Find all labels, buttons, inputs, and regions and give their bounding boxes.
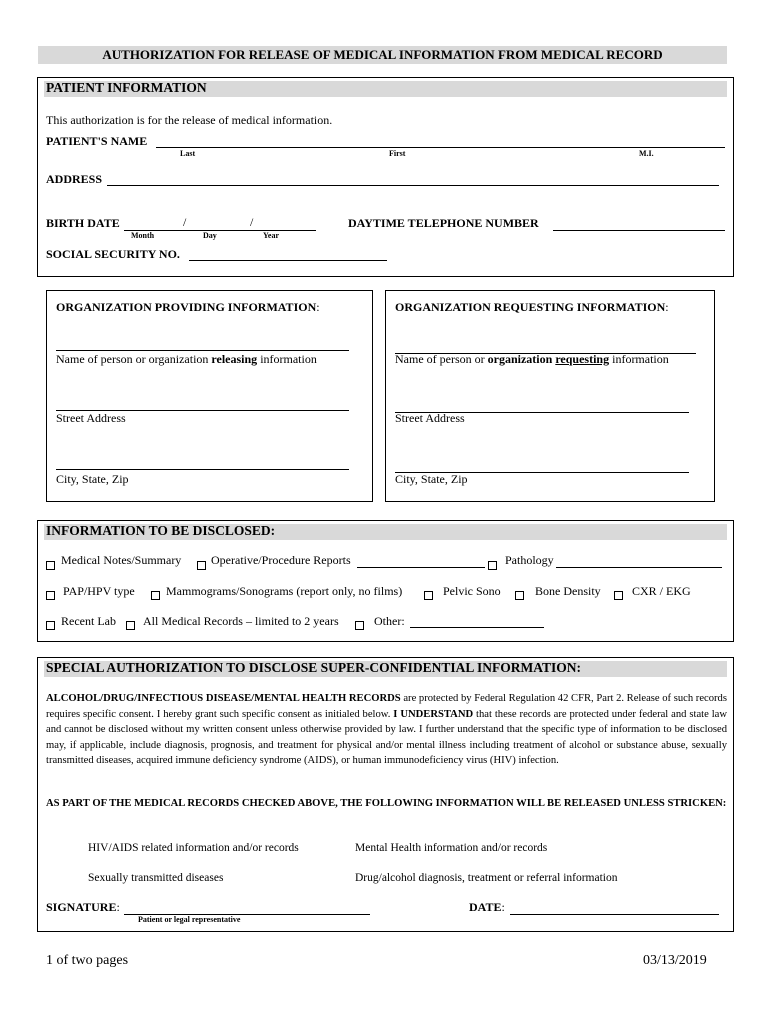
operative-reports-field[interactable]: [357, 566, 485, 568]
label-operative-reports: Operative/Procedure Reports: [211, 553, 351, 567]
birth-year-caption: Year: [263, 231, 279, 240]
ssn-label: SOCIAL SECURITY NO.: [46, 247, 180, 261]
paragraph-part-1: are protected by Federal Regulation 42 CFR, Part 2. Release of such records requires specific consent. I hereby grant such specific consent as initialed below.: [46, 693, 727, 720]
special-authorization-heading: SPECIAL AUTHORIZATION TO DISCLOSE SUPER-CONFIDENTIAL INFORMATION:: [46, 660, 581, 675]
address-label: ADDRESS: [46, 172, 103, 186]
address-field[interactable]: [107, 184, 719, 186]
patient-info-heading: PATIENT INFORMATION: [46, 80, 207, 95]
checkbox-cxr-ekg[interactable]: [614, 591, 623, 600]
stricken-item-hiv-aids[interactable]: HIV/AIDS related information and/or records: [88, 842, 299, 854]
requesting-name-post: information: [609, 352, 669, 366]
label-pap-hpv: PAP/HPV type: [63, 584, 135, 598]
signature-label-colon: :: [116, 900, 120, 914]
paragraph-bold-mid: I UNDERSTAND: [393, 708, 474, 720]
patient-name-last-caption: Last: [180, 149, 196, 158]
checkbox-mammograms[interactable]: [151, 591, 160, 600]
patient-name-field[interactable]: [156, 146, 725, 148]
checkbox-recent-lab[interactable]: [46, 621, 55, 630]
birth-date-separator-1: /: [183, 215, 187, 229]
label-mammograms: Mammograms/Sonograms (report only, no films): [166, 584, 403, 598]
checkbox-pelvic-sono[interactable]: [424, 591, 433, 600]
providing-heading-text: ORGANIZATION PROVIDING INFORMATION: [56, 300, 317, 314]
patient-name-first-caption: First: [389, 149, 406, 158]
checkbox-bone-density[interactable]: [515, 591, 524, 600]
special-authorization-paragraph: [46, 691, 727, 769]
releasing-name-field[interactable]: [56, 349, 349, 351]
label-recent-lab: Recent Lab: [61, 614, 116, 628]
requesting-heading: [395, 300, 669, 315]
requesting-name-bold-2: requesting: [555, 352, 610, 366]
date-label-text: DATE: [469, 900, 502, 914]
providing-heading: [56, 300, 320, 315]
ssn-field[interactable]: [189, 259, 387, 261]
footer-date: 03/13/2019: [643, 953, 707, 968]
label-bone-density: Bone Density: [535, 584, 601, 598]
providing-street-caption: Street Address: [56, 411, 126, 425]
releasing-name-post: information: [257, 352, 317, 366]
signature-label: [46, 900, 120, 915]
date-label-colon: :: [501, 900, 505, 914]
checkbox-pap-hpv[interactable]: [46, 591, 55, 600]
other-field[interactable]: [410, 626, 544, 628]
form-title: AUTHORIZATION FOR RELEASE OF MEDICAL INFORMATION FROM MEDICAL RECORD: [102, 47, 663, 62]
authorization-intro: This authorization is for the release of medical information.: [46, 113, 333, 127]
requesting-name-pre: Name of person or: [395, 352, 488, 366]
label-pathology: Pathology: [505, 553, 554, 567]
label-pelvic-sono: Pelvic Sono: [443, 584, 501, 598]
requesting-street-caption: Street Address: [395, 411, 465, 425]
requesting-heading-colon: :: [665, 300, 669, 314]
providing-city-caption: City, State, Zip: [56, 472, 129, 486]
stricken-item-drug-alcohol[interactable]: Drug/alcohol diagnosis, treatment or referral information: [355, 872, 618, 884]
pathology-field[interactable]: [556, 566, 722, 568]
patient-name-label: PATIENT'S NAME: [46, 134, 148, 148]
label-all-medical-records: All Medical Records – limited to 2 years: [143, 614, 339, 628]
requesting-name-caption: [395, 352, 669, 367]
label-cxr-ekg: CXR / EKG: [632, 584, 691, 598]
providing-city-field[interactable]: [56, 468, 349, 470]
requesting-name-bold-1: organization: [487, 352, 553, 366]
birth-date-separator-2: /: [250, 215, 254, 229]
birth-month-caption: Month: [131, 231, 155, 240]
checkbox-other[interactable]: [355, 621, 364, 630]
label-other: Other:: [374, 614, 405, 628]
stricken-item-std[interactable]: Sexually transmitted diseases: [88, 872, 224, 884]
providing-heading-colon: :: [316, 300, 320, 314]
releasing-name-caption: [56, 352, 317, 367]
organization-providing-section: [46, 290, 373, 502]
date-field[interactable]: [510, 913, 719, 915]
releasing-name-bold: releasing: [211, 352, 258, 366]
label-medical-notes: Medical Notes/Summary: [61, 553, 182, 567]
page-count: 1 of two pages: [46, 953, 129, 968]
date-label: [469, 900, 505, 915]
paragraph-part-2: that these records are protected under federal and state law and cannot be disclosed without my written consent unless otherwise provided by law. I further understand that the specific type of information to be disclosed may, if applicable, include diagnosis, prognosis, and treatment for physical and/or mental illness including treatment of alcohol or substance abuse, sexually transmitted diseases, acquired immune deficiency syndrome (AIDS), or human immunodeficiency virus (HIV) infection.: [46, 708, 728, 766]
information-disclosed-heading: INFORMATION TO BE DISCLOSED:: [46, 523, 276, 538]
checkbox-pathology[interactable]: [488, 561, 497, 570]
checkbox-all-medical-records[interactable]: [126, 621, 135, 630]
requesting-city-caption: City, State, Zip: [395, 472, 468, 486]
birth-date-label: BIRTH DATE: [46, 216, 120, 230]
paragraph-bold-lead: ALCOHOL/DRUG/INFECTIOUS DISEASE/MENTAL HEALTH RECORDS: [46, 693, 401, 704]
requesting-heading-text: ORGANIZATION REQUESTING INFORMATION: [395, 300, 666, 314]
checkbox-operative-reports[interactable]: [197, 561, 206, 570]
release-unless-stricken-heading: AS PART OF THE MEDICAL RECORDS CHECKED ABOVE, THE FOLLOWING INFORMATION WILL BE RELEASED UNLESS STRICKEN:: [46, 798, 727, 809]
daytime-phone-label: DAYTIME TELEPHONE NUMBER: [348, 216, 539, 230]
birth-day-caption: Day: [203, 231, 217, 240]
signature-caption: Patient or legal representative: [138, 915, 241, 924]
stricken-item-mental-health[interactable]: Mental Health information and/or records: [355, 842, 548, 854]
patient-name-mi-caption: M.I.: [639, 149, 654, 158]
daytime-phone-field[interactable]: [553, 229, 725, 231]
checkbox-medical-notes[interactable]: [46, 561, 55, 570]
releasing-name-pre: Name of person or organization: [56, 352, 212, 366]
signature-label-text: SIGNATURE: [46, 900, 117, 914]
